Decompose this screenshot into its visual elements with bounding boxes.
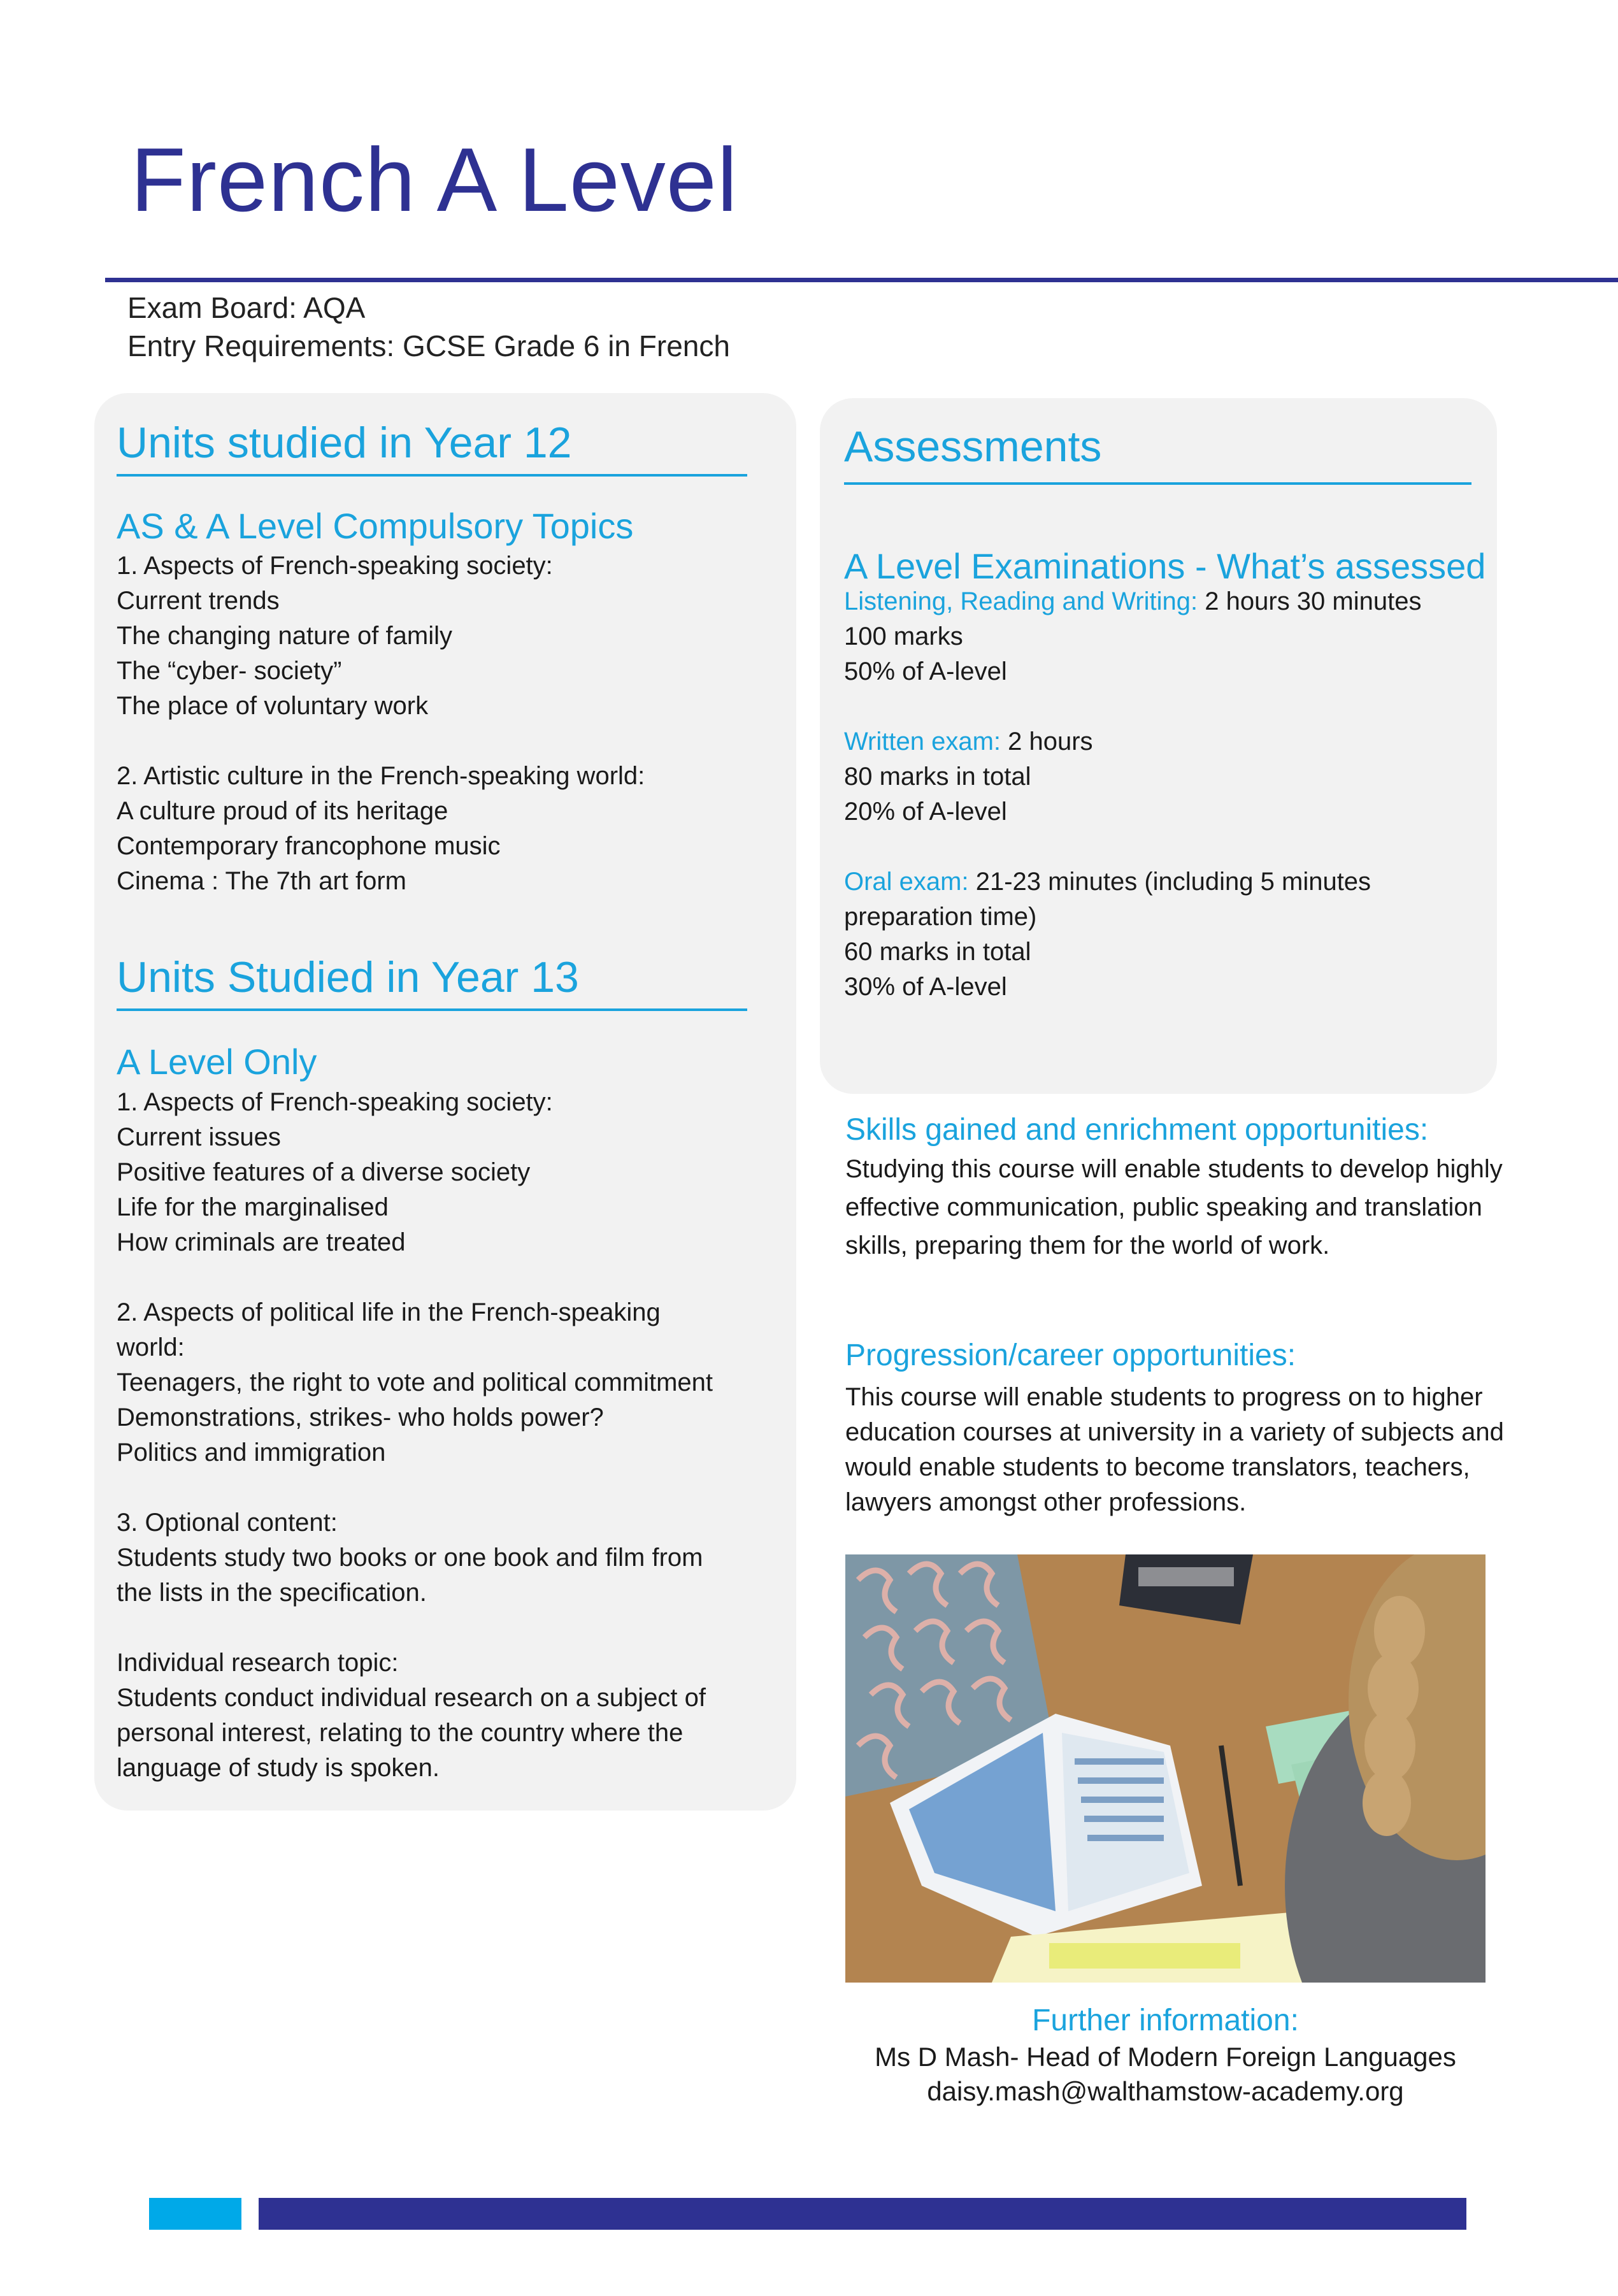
contact-name: Ms D Mash- Head of Modern Foreign Languages	[875, 2042, 1456, 2072]
paragraph-line: would enable students to become translators, teachers,	[845, 1453, 1470, 1481]
assessments-title: Assessments	[844, 422, 1102, 471]
year13-title: Units Studied in Year 13	[117, 953, 579, 1001]
exam-duration: 21-23 minutes (including 5 minutes	[968, 868, 1371, 896]
exam-detail: 80 marks in total	[844, 763, 1031, 791]
classroom-photo	[845, 1554, 1486, 1983]
list-item: Current trends	[117, 587, 280, 615]
exam-detail: preparation time)	[844, 903, 1037, 931]
entry-requirements: Entry Requirements: GCSE Grade 6 in French	[127, 329, 730, 362]
list-item: Cinema : The 7th art form	[117, 867, 406, 895]
title-divider	[105, 278, 1618, 282]
list-item: Students study two books or one book and film from	[117, 1544, 703, 1572]
list-item: the lists in the specification.	[117, 1579, 427, 1607]
list-item: The changing nature of family	[117, 622, 452, 650]
exam-listening-reading-writing	[844, 584, 1421, 689]
list-item: 2. Artistic culture in the French-speaking world:	[117, 762, 645, 790]
assessments-rule	[844, 482, 1471, 485]
exam-label: Oral exam:	[844, 868, 969, 896]
year12-subheading: AS & A Level Compulsory Topics	[117, 506, 634, 546]
list-item: Contemporary francophone music	[117, 832, 501, 860]
year13-topic-list	[117, 1085, 713, 1786]
exam-board: Exam Board: AQA	[127, 291, 366, 324]
exam-detail: 50% of A-level	[844, 657, 1007, 685]
exam-detail: 100 marks	[844, 622, 963, 650]
list-spacer	[117, 1260, 713, 1295]
list-item: personal interest, relating to the country where the	[117, 1719, 684, 1747]
paragraph-line: Studying this course will enable students to develop highly	[845, 1155, 1503, 1183]
progression-text	[845, 1380, 1504, 1520]
year13-rule	[117, 1008, 747, 1011]
assessments-panel	[820, 398, 1497, 1094]
exam-written	[844, 724, 1093, 829]
contact-email[interactable]: daisy.mash@walthamstow-academy.org	[927, 2076, 1404, 2106]
paragraph-line: education courses at university in a variety of subjects and	[845, 1418, 1504, 1446]
list-item: Current issues	[117, 1123, 281, 1151]
skills-text	[845, 1150, 1503, 1265]
skills-title: Skills gained and enrichment opportunities:	[845, 1113, 1429, 1147]
list-item: Politics and immigration	[117, 1439, 386, 1467]
list-item: Students conduct individual research on a subject of	[117, 1684, 706, 1712]
exam-label: Listening, Reading and Writing:	[844, 587, 1198, 615]
list-item: The place of voluntary work	[117, 692, 429, 720]
footer-bar	[259, 2198, 1466, 2230]
year12-title: Units studied in Year 12	[117, 419, 572, 467]
exam-label: Written exam:	[844, 728, 1001, 756]
assessments-subheading: A Level Examinations - What’s assessed	[844, 546, 1486, 586]
list-item: 3. Optional content:	[117, 1509, 338, 1537]
paragraph-line: skills, preparing them for the world of work.	[845, 1231, 1330, 1259]
list-spacer	[117, 1470, 713, 1505]
year12-rule	[117, 474, 747, 477]
page-title: French A Level	[131, 129, 738, 231]
list-item: How criminals are treated	[117, 1228, 406, 1256]
year13-subheading: A Level Only	[117, 1042, 317, 1082]
exam-oral	[844, 865, 1371, 1005]
list-item: The “cyber- society”	[117, 657, 342, 685]
list-item: Demonstrations, strikes- who holds power?	[117, 1403, 604, 1431]
list-spacer	[117, 1611, 713, 1646]
progression-title: Progression/career opportunities:	[845, 1338, 1296, 1372]
paragraph-line: lawyers amongst other professions.	[845, 1488, 1247, 1516]
paragraph-line: effective communication, public speaking and translation	[845, 1193, 1482, 1221]
list-item: A culture proud of its heritage	[117, 797, 448, 825]
exam-detail: 20% of A-level	[844, 798, 1007, 826]
list-item: Individual research topic:	[117, 1649, 399, 1677]
list-item: Teenagers, the right to vote and political commitment	[117, 1368, 713, 1396]
year12-topic-list	[117, 549, 645, 899]
list-item: world:	[117, 1333, 185, 1361]
list-item: language of study is spoken.	[117, 1754, 440, 1782]
further-info-title: Further information:	[1032, 2004, 1299, 2037]
exam-detail: 30% of A-level	[844, 973, 1007, 1001]
list-item: Life for the marginalised	[117, 1193, 389, 1221]
list-item: Positive features of a diverse society	[117, 1158, 531, 1186]
exam-duration: 2 hours 30 minutes	[1198, 587, 1422, 615]
list-item: 2. Aspects of political life in the French-speaking	[117, 1298, 661, 1326]
units-panel	[94, 393, 796, 1811]
footer-accent-bar	[149, 2198, 241, 2230]
exam-duration: 2 hours	[1001, 728, 1093, 756]
list-spacer	[117, 724, 645, 759]
list-item: 1. Aspects of French-speaking society:	[117, 552, 553, 580]
list-item: 1. Aspects of French-speaking society:	[117, 1088, 553, 1116]
exam-detail: 60 marks in total	[844, 938, 1031, 966]
paragraph-line: This course will enable students to progress on to higher	[845, 1383, 1483, 1411]
